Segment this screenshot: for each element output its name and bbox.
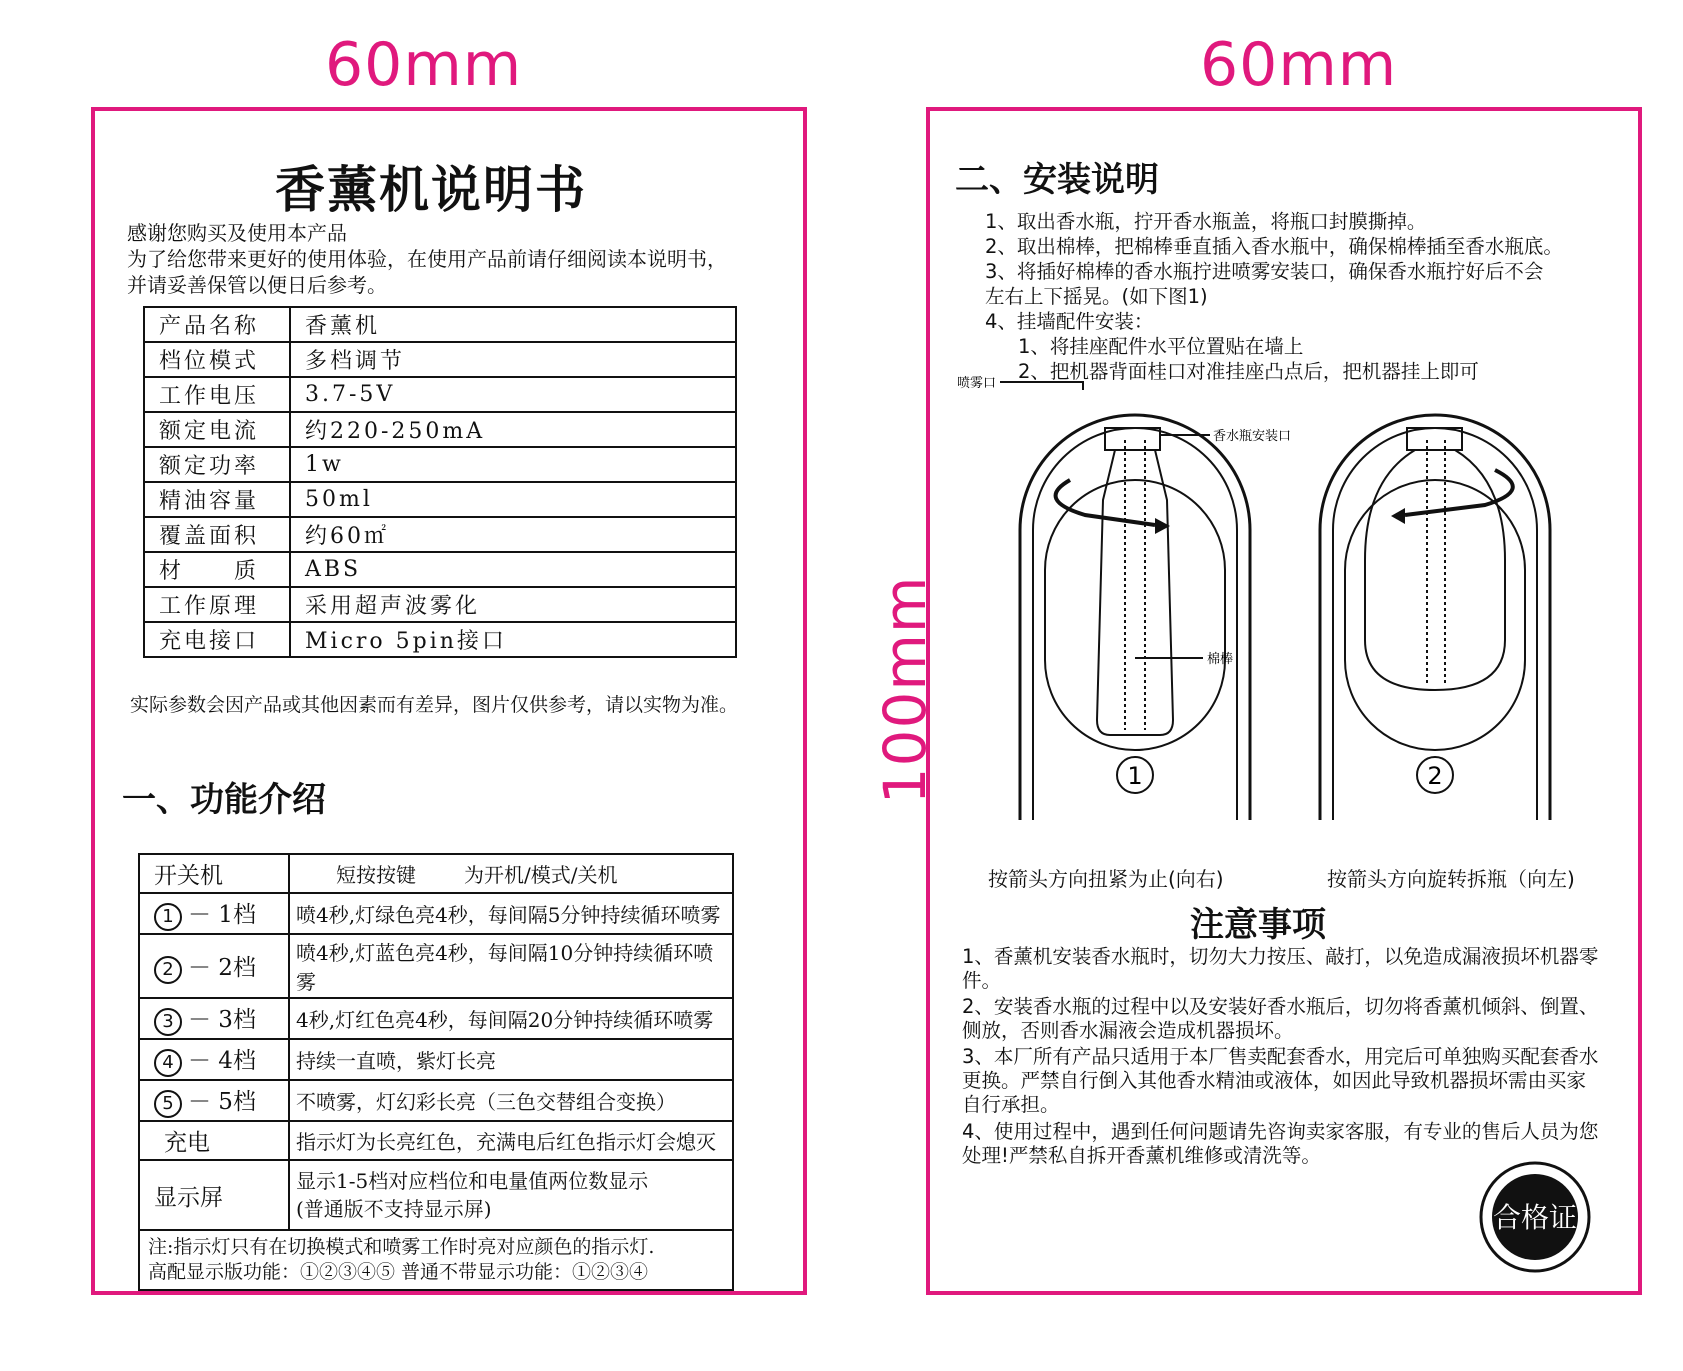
function-value: 喷4秒,灯蓝色亮4秒，每间隔10分钟持续循环喷雾 bbox=[289, 934, 733, 998]
function-row-charge bbox=[139, 1121, 733, 1160]
intro-line: 并请妥善保管以便日后参考。 bbox=[127, 273, 387, 297]
display-line: (普通版不支持显示屏) bbox=[296, 1197, 492, 1221]
function-value: 喷4秒,灯绿色亮4秒，每间隔5分钟持续循环喷雾 bbox=[289, 893, 733, 934]
install-step: 1、取出香水瓶，拧开香水瓶盖，将瓶口封膜撕掉。 bbox=[985, 210, 1427, 233]
spec-value: 香薰机 bbox=[290, 307, 736, 342]
spec-row bbox=[144, 587, 736, 622]
mode-label: － 5档 bbox=[188, 1089, 256, 1115]
width-label-right: 60mm bbox=[1200, 30, 1398, 100]
function-row bbox=[139, 893, 733, 934]
function-row bbox=[139, 998, 733, 1039]
mode-label: － 4档 bbox=[188, 1048, 256, 1074]
intro-line: 为了给您带来更好的使用体验，在使用产品前请仔细阅读本说明书， bbox=[127, 247, 727, 271]
function-row bbox=[139, 1080, 733, 1121]
function-row bbox=[139, 1039, 733, 1080]
spec-row bbox=[144, 447, 736, 482]
section-title-installation: 二、安装说明 bbox=[955, 160, 1159, 200]
spec-row bbox=[144, 622, 736, 657]
function-value: 持续一直喷，紫灯长亮 bbox=[289, 1039, 733, 1080]
header-text: 为开机/模式/关机 bbox=[464, 863, 618, 887]
spec-row bbox=[144, 517, 736, 552]
diagram-number: 1 bbox=[1127, 762, 1143, 790]
arrow-head-icon bbox=[1391, 508, 1405, 524]
width-label-left: 60mm bbox=[325, 30, 523, 100]
spec-key: 工作电压 bbox=[144, 377, 290, 412]
function-key: 显示屏 bbox=[139, 1160, 289, 1230]
spec-row bbox=[144, 307, 736, 342]
diagram-caption-2: 按箭头方向旋转拆瓶（向左) bbox=[1327, 867, 1575, 891]
install-step: 4、挂墙配件安装： bbox=[985, 310, 1154, 333]
intro-line: 感谢您购买及使用本产品 bbox=[127, 221, 347, 245]
spec-table bbox=[143, 306, 737, 658]
spec-row bbox=[144, 482, 736, 517]
spec-key: 档位模式 bbox=[144, 342, 290, 377]
spec-key: 材 质 bbox=[144, 552, 290, 587]
spec-value: ABS bbox=[290, 552, 736, 587]
mount-cap-2 bbox=[1407, 428, 1462, 450]
function-key bbox=[139, 934, 289, 998]
spec-value: Micro 5pin接口 bbox=[290, 622, 736, 657]
function-note-row bbox=[139, 1230, 733, 1290]
manual-title: 香薰机说明书 bbox=[275, 161, 587, 219]
function-key: 开关机 bbox=[139, 854, 289, 893]
function-value: 不喷雾，灯幻彩长亮（三色交替组合变换） bbox=[289, 1080, 733, 1121]
notes-title: 注意事项 bbox=[1190, 905, 1326, 945]
function-value: 4秒,灯红色亮4秒，每间隔20分钟持续循环喷雾 bbox=[289, 998, 733, 1039]
spec-key: 精油容量 bbox=[144, 482, 290, 517]
note-item: 1、香薰机安装香水瓶时，切勿大力按压、敲打，以免造成漏液损坏机器零件。 bbox=[962, 945, 1599, 992]
spec-key: 工作原理 bbox=[144, 587, 290, 622]
certificate-stamp bbox=[1478, 1160, 1592, 1274]
note-item: 4、使用过程中，遇到任何问题请先咨询卖家客服，有专业的售后人员为您处理!严禁私自拆开香薰机维修或清洗等。 bbox=[962, 1120, 1599, 1167]
function-key bbox=[139, 998, 289, 1039]
number-circle-icon: 5 bbox=[154, 1090, 182, 1118]
install-step: 2、取出棉棒，把棉棒垂直插入香水瓶中，确保棉棒插至香水瓶底。 bbox=[985, 235, 1563, 258]
spec-key: 产品名称 bbox=[144, 307, 290, 342]
installation-diagram bbox=[957, 376, 1625, 865]
number-circle-icon: 3 bbox=[154, 1008, 182, 1036]
device-outline-2 bbox=[1320, 415, 1550, 820]
note-line: 高配显示版功能：①②③④⑤ 普通不带显示功能：①②③④ bbox=[148, 1261, 649, 1283]
function-header-row bbox=[139, 854, 733, 893]
disclaimer-text: 实际参数会因产品或其他因素而有差异，图片仅供参考，请以实物为准。 bbox=[130, 694, 739, 716]
device-outline-1 bbox=[1020, 415, 1250, 820]
mode-label: － 1档 bbox=[188, 902, 256, 928]
function-value bbox=[289, 854, 733, 893]
note-line: 注:指示灯只有在切换模式和喷雾工作时亮对应颜色的指示灯. bbox=[148, 1236, 655, 1258]
function-value: 指示灯为长亮红色，充满电后红色指示灯会熄灭 bbox=[289, 1121, 733, 1160]
spec-key: 充电接口 bbox=[144, 622, 290, 657]
spec-row bbox=[144, 377, 736, 412]
function-key bbox=[139, 1039, 289, 1080]
number-circle-icon: 1 bbox=[154, 903, 182, 931]
label-mount: 香水瓶安装口 bbox=[1213, 429, 1292, 444]
mode-label: － 3档 bbox=[188, 1007, 256, 1033]
label-nozzle: 喷雾口 bbox=[957, 376, 997, 391]
bottle-2 bbox=[1365, 450, 1505, 690]
function-key bbox=[139, 1080, 289, 1121]
spec-value: 约60㎡ bbox=[290, 517, 736, 552]
install-substep: 2、把机器背面桂口对准挂座凸点后，把机器挂上即可 bbox=[1018, 360, 1479, 383]
spec-value: 多档调节 bbox=[290, 342, 736, 377]
mode-label: － 2档 bbox=[188, 954, 256, 981]
spec-value: 50ml bbox=[290, 482, 736, 517]
spec-value: 采用超声波雾化 bbox=[290, 587, 736, 622]
bottle-1 bbox=[1097, 450, 1173, 735]
spec-value: 1w bbox=[290, 447, 736, 482]
install-step: 3、将插好棉棒的香水瓶拧进喷雾安装口，确保香水瓶拧好后不会 bbox=[985, 260, 1544, 283]
spec-row bbox=[144, 342, 736, 377]
note-item: 2、安装香水瓶的过程中以及安装好香水瓶后，切勿将香薰机倾斜、倒置、侧放，否则香水漏液会造成机器损坏。 bbox=[962, 995, 1599, 1042]
label-cotton-stick: 棉棒 bbox=[1207, 652, 1234, 667]
install-substep: 1、将挂座配件水平位置贴在墙上 bbox=[1018, 335, 1304, 358]
function-row-display bbox=[139, 1160, 733, 1230]
function-note bbox=[139, 1230, 733, 1290]
function-key bbox=[139, 893, 289, 934]
function-table bbox=[138, 853, 734, 1291]
function-value bbox=[289, 1160, 733, 1230]
diagram-caption-1: 按箭头方向扭紧为止(向右) bbox=[988, 867, 1224, 891]
number-circle-icon: 2 bbox=[154, 956, 182, 984]
function-key: 充电 bbox=[139, 1121, 289, 1160]
spec-key: 额定电流 bbox=[144, 412, 290, 447]
spec-row bbox=[144, 412, 736, 447]
section-title-functions: 一、功能介绍 bbox=[122, 780, 326, 820]
install-step: 左右上下摇晃。(如下图1) bbox=[985, 285, 1208, 308]
bottle-chamber-2 bbox=[1345, 480, 1525, 750]
number-circle-icon: 4 bbox=[154, 1049, 182, 1077]
height-label: 100mm bbox=[871, 575, 939, 805]
spec-value: 约220-250mA bbox=[290, 412, 736, 447]
header-text: 短按按键 bbox=[336, 863, 416, 887]
spec-key: 覆盖面积 bbox=[144, 517, 290, 552]
stamp-text: 合格证 bbox=[1492, 1201, 1578, 1234]
spec-key: 额定功率 bbox=[144, 447, 290, 482]
diagram-number: 2 bbox=[1427, 762, 1443, 790]
display-line: 显示1-5档对应档位和电量值两位数显示 bbox=[296, 1169, 649, 1193]
function-row bbox=[139, 934, 733, 998]
arrow-left-icon bbox=[1405, 470, 1513, 515]
note-item: 3、本厂所有产品只适用于本厂售卖配套香水，用完后可单独购买配套香水更换。严禁自行倒入其他香水精油或液体，如因此导致机器损坏需由买家自行承担。 bbox=[962, 1045, 1599, 1116]
spec-value: 3.7-5V bbox=[290, 377, 736, 412]
spec-row bbox=[144, 552, 736, 587]
